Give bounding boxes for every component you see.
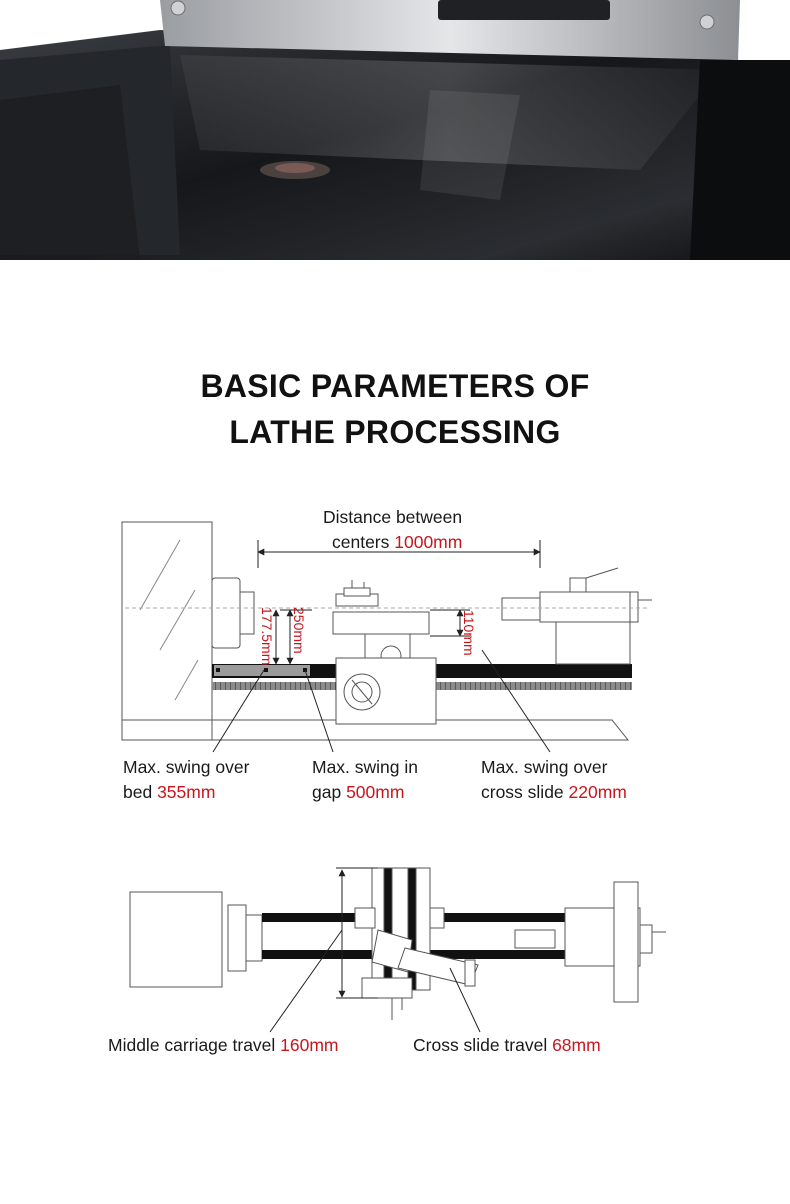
swing-gap-line1: Max. swing in [312,757,419,777]
cross-slide-label: Cross slide travel 68mm [413,1035,601,1055]
page-title-line2: LATHE PROCESSING [229,414,561,450]
swing-cross-line2: cross slide 220mm [481,782,627,802]
swing-gap-value: 500mm [346,782,405,802]
swing-cross-value: 220mm [568,782,627,802]
page-title-line1: BASIC PARAMETERS OF [200,368,590,404]
swing-gap-line2: gap 500mm [312,782,405,802]
top-headstock [130,892,222,987]
headstock [122,522,254,740]
centers-value: 1000mm [394,532,463,552]
dim-250-label: 250mm [291,607,307,654]
swing-bed-value: 355mm [157,782,216,802]
swing-cross-line1: Max. swing over [481,757,608,777]
dim-177-label: 177.5mm [259,607,275,666]
centers-label-line1: Distance between [323,507,463,527]
centers-label-line2: centers 1000mm [332,532,463,552]
swing-bed-line2: bed 355mm [123,782,216,802]
cross-slide-value: 68mm [552,1035,601,1055]
dim-110-label: 110mm [461,610,477,656]
lathe-bed-photo [0,0,790,260]
leader-middle-carriage [270,930,342,1032]
middle-carriage-label: Middle carriage travel 160mm [108,1035,339,1055]
swing-bed-line1: Max. swing over [123,757,250,777]
middle-carriage-value: 160mm [280,1035,339,1055]
tailstock [502,568,652,664]
carriage [333,580,436,724]
